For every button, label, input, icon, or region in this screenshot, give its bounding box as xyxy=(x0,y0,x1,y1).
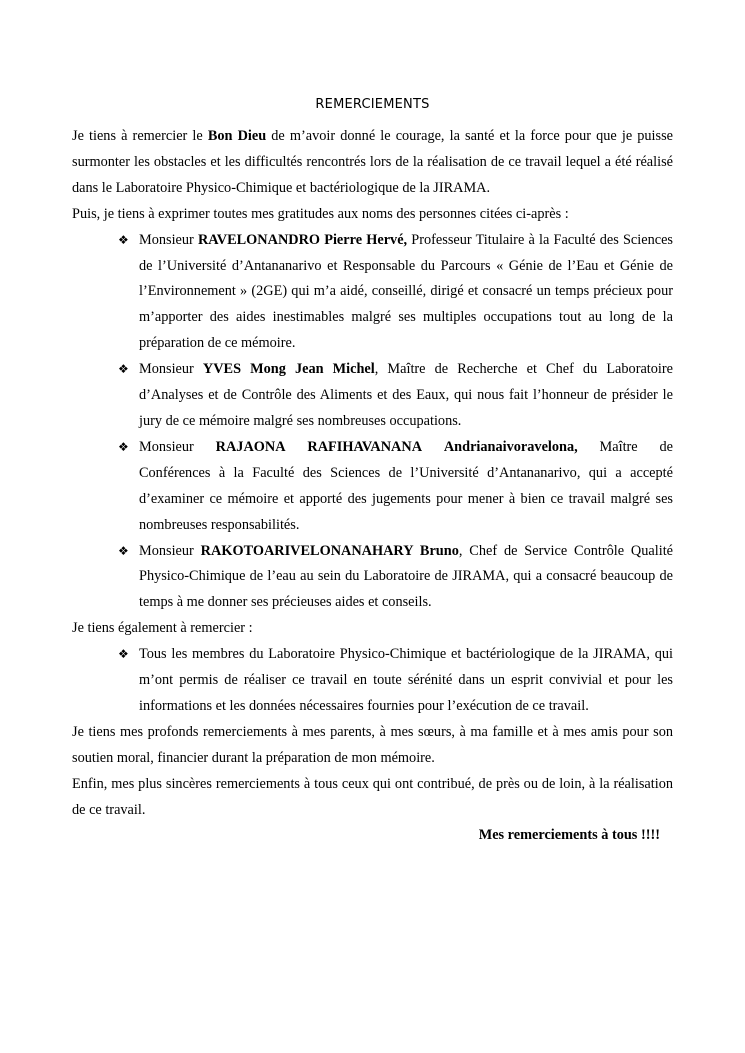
gratitude-intro: Puis, je tiens à exprimer toutes mes gratitudes aux noms des personnes citées ci-après : xyxy=(72,205,569,222)
finally-paragraph: Enfin, mes plus sincères remerciements à tous ceux qui ont contribué, de près ou de loin, à la réalisation de ce travail. xyxy=(72,775,673,818)
list-item xyxy=(118,228,673,358)
list-item xyxy=(118,539,674,617)
bullet-diamond-icon: ❖ xyxy=(118,647,129,662)
list-item xyxy=(118,642,673,720)
person-text: , Maître de Recherche et Chef du Laboratoire d’Analyses et de Contrôle des Aliments et des Eaux, qui nous fait l’honneur de présider le jury de ce mémoire malgré ses nombreuses occupations. xyxy=(139,361,674,429)
family-paragraph: Je tiens mes profonds remerciements à mes parents, à mes sœurs, à ma famille et à mes amis pour son soutien moral, financier durant la préparation de mon mémoire. xyxy=(72,723,673,766)
bullet-diamond-icon: ❖ xyxy=(118,232,129,247)
person-name-part: Andrianaivoravelona, xyxy=(443,438,578,455)
person-prefix: Monsieur xyxy=(139,438,194,455)
person-name: RAKOTOARIVELONANAHARY Bruno xyxy=(200,542,459,559)
also-thanks: Je tiens également à remercier : xyxy=(72,620,253,637)
bullet-diamond-icon: ❖ xyxy=(118,362,129,377)
list-item xyxy=(118,435,673,539)
person-name: YVES Mong Jean Michel xyxy=(202,361,375,378)
person-name-part: RAJAONA xyxy=(215,438,286,455)
person-prefix: Monsieur xyxy=(139,542,201,559)
list-item xyxy=(118,357,674,435)
person-prefix: Monsieur xyxy=(139,231,198,248)
person-text: Professeur Titulaire à la Faculté des Sciences de l’Université d’Antananarivo et Responsable du Parcours « Génie de l’Eau et Génie de l’Environnement » (2GE) qui m’a aidé, conseillé, dirigé et consacré un temps précieux pour m’apporter des aides inestimables malgré ses multiples occupations tout au long de la préparation de ce mémoire. xyxy=(139,231,673,352)
page-title: REMERCIEMENTS xyxy=(315,97,430,112)
document-body xyxy=(72,124,673,849)
person-word: Maître xyxy=(599,438,638,455)
intro-paragraph xyxy=(72,124,673,202)
person-name-part: RAFIHAVANANA xyxy=(307,438,423,455)
person-first-line xyxy=(139,435,673,461)
person-text: Conférences à la Faculté des Sciences de l’Université d’Antananarivo, qui a accepté d’examiner ce mémoire et apporté des jugements pour mener à bien ce travail malgré ses nombreuses responsabilités. xyxy=(139,464,673,533)
closing-text: Mes remerciements à tous !!!! xyxy=(478,827,660,844)
bullet-diamond-icon: ❖ xyxy=(118,543,129,558)
person-word: de xyxy=(659,438,673,455)
intro-bold: Bon Dieu xyxy=(207,128,267,144)
person-text: , Chef de Service Contrôle Qualité Physico-Chimique de l’eau au sein du Laboratoire de JIRAMA, qui a consacré beaucoup de temps à me donner ses précieuses aides et conseils. xyxy=(139,542,674,611)
intro-before: Je tiens à remercier le xyxy=(72,128,208,144)
person-name: RAVELONANDRO Pierre Hervé, xyxy=(197,231,408,248)
person-prefix: Monsieur xyxy=(139,361,203,378)
closing-line xyxy=(72,823,673,849)
intro-after: de m’avoir donné le courage, la santé et la force pour que je puisse surmonter les obstacles et les difficultés rencontrés lors de la réalisation de ce travail lequel a été réalisé dans le Laboratoire Physico-Chimique et bactériologique de la JIRAMA. xyxy=(72,128,674,196)
members-text: Tous les membres du Laboratoire Physico-Chimique et bactériologique de la JIRAMA, qui m’ont permis de réaliser ce travail en toute sérénité dans un esprit convivial et pour les informations et les données nécessaires fournies pour l’exécution de ce travail. xyxy=(139,646,673,714)
bullet-diamond-icon: ❖ xyxy=(118,439,129,454)
members-list xyxy=(72,642,673,720)
persons-list xyxy=(72,228,673,617)
